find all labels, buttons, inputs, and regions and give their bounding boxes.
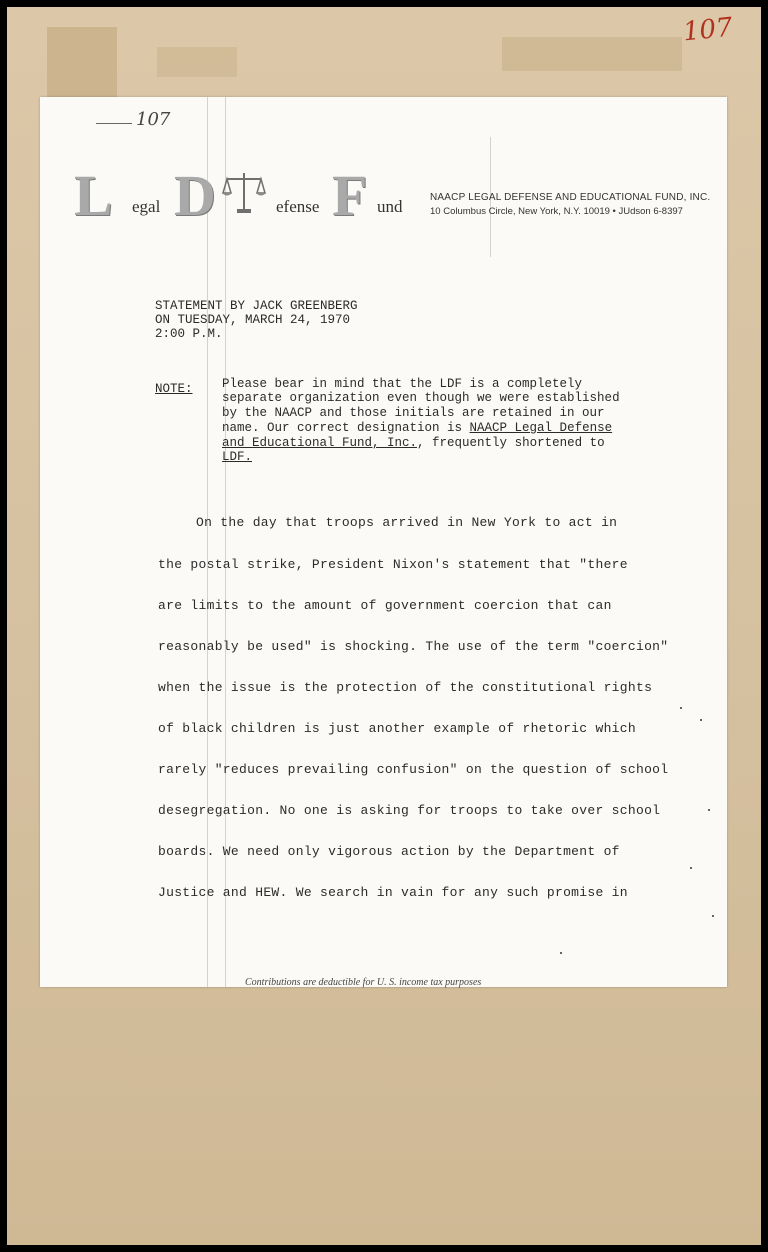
logo-word-defense: efense (276, 197, 320, 216)
statement-header-line1: STATEMENT BY JACK GREENBERG (155, 299, 358, 313)
note-designation: NAACP Legal Defense (469, 421, 613, 435)
logo-letter-l: L (74, 163, 113, 228)
body-line: are limits to the amount of government coercion that can (158, 598, 612, 613)
page-folio-number: 107 (136, 109, 171, 130)
body-line: desegregation. No one is asking for troops to take over school (158, 803, 661, 818)
archival-board (7, 7, 761, 1245)
body-line: boards. We need only vigorous action by the Department of (158, 844, 620, 859)
folio-dash (96, 123, 132, 124)
body-line: On the day that troops arrived in New York to act in (196, 515, 618, 530)
tape-strip-right (502, 37, 682, 71)
scales-of-justice-icon (219, 167, 269, 217)
organization-name: NAACP LEGAL DEFENSE AND EDUCATIONAL FUND, INC. (430, 192, 711, 203)
body-line: Justice and HEW. We search in vain for any such promise in (158, 885, 628, 900)
note-label: NOTE: (155, 382, 193, 396)
tape-strip-top (157, 47, 237, 77)
ink-speck (680, 707, 682, 709)
note-line: LDF. (222, 450, 253, 464)
body-line: rarely "reduces prevailing confusion" on the question of school (158, 762, 669, 777)
body-line: when the issue is the protection of the constitutional rights (158, 680, 653, 695)
note-text: , frequently shortened to (417, 436, 605, 450)
corner-folio-number: 107 (681, 12, 735, 48)
footer-tax-note: Contributions are deductible for U. S. income tax purposes (245, 977, 482, 988)
logo-word-legal: egal (132, 197, 161, 216)
ink-speck (708, 809, 710, 811)
statement-header-line3: 2:00 P.M. (155, 327, 223, 341)
note-line: by the NAACP and those initials are retained in our (222, 406, 605, 420)
body-line: of black children is just another example of rhetoric which (158, 721, 636, 736)
logo-word-fund: und (377, 197, 403, 216)
ink-speck (712, 915, 714, 917)
ink-speck (560, 952, 562, 954)
note-text: name. Our correct designation is (222, 421, 470, 435)
logo-letter-f: F (332, 163, 368, 228)
ink-speck (690, 867, 692, 869)
logo-letter-d: D (174, 163, 216, 228)
body-line: the postal strike, President Nixon's statement that "there (158, 557, 628, 572)
note-line: separate organization even though we were established (222, 391, 620, 405)
statement-header-line2: ON TUESDAY, MARCH 24, 1970 (155, 313, 351, 327)
note-line (222, 436, 605, 451)
organization-address: 10 Columbus Circle, New York, N.Y. 10019 • JUdson 6-8397 (430, 206, 683, 217)
note-line: Please bear in mind that the LDF is a completely (222, 377, 583, 391)
body-line: reasonably be used" is shocking. The use of the term "coercion" (158, 639, 669, 654)
letter-page (40, 97, 727, 987)
note-line (222, 421, 612, 436)
note-designation: and Educational Fund, Inc. (222, 436, 418, 450)
letterhead (74, 163, 714, 228)
ink-speck (700, 719, 702, 721)
